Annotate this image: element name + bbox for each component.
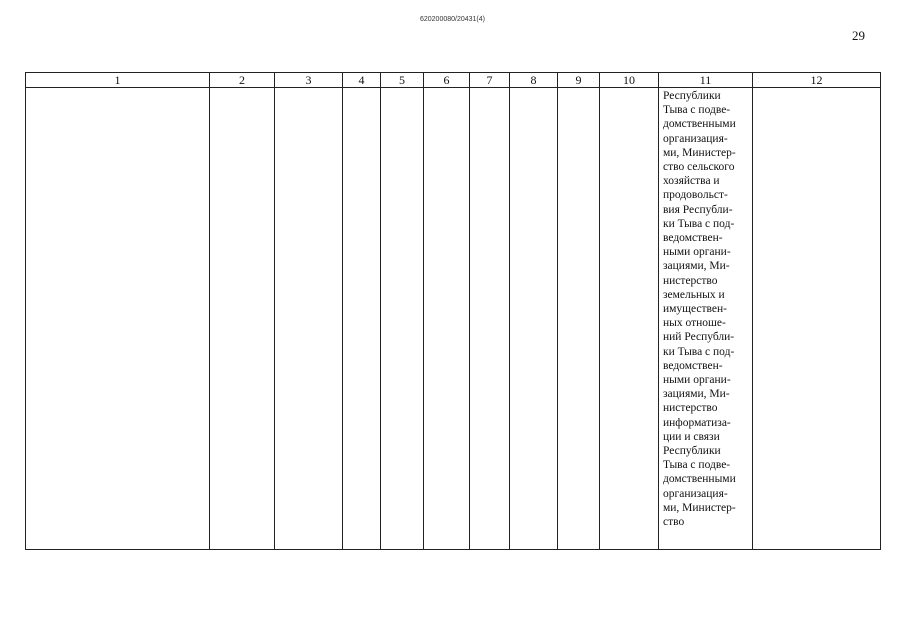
text-line: Тыва с подве-: [663, 104, 731, 117]
text-line: хозяйства и: [663, 175, 720, 188]
table-cell-col-1: [26, 88, 210, 550]
data-table: [25, 72, 881, 550]
text-line: имуществен-: [663, 303, 728, 316]
text-line: ки Тыва с под-: [663, 345, 735, 358]
text-line: Тыва с подве-: [663, 459, 731, 472]
table-cell-col-9: [558, 88, 600, 550]
text-line: ми, Министер-: [663, 501, 736, 514]
table-cell-col-10: [600, 88, 659, 550]
text-line: земельных и: [663, 288, 725, 301]
column-header-3: 3: [275, 73, 343, 88]
text-line: организация-: [663, 132, 728, 145]
text-line: ки Тыва с под-: [663, 217, 735, 230]
table-row: [26, 88, 881, 550]
text-line: информатиза-: [663, 416, 731, 429]
text-line: ции и связи: [663, 430, 720, 443]
text-line: ний Республи-: [663, 331, 735, 344]
responsible-executors-text: [659, 88, 752, 529]
table-cell-col-3: [275, 88, 343, 550]
text-line: ство сельского: [663, 161, 735, 174]
text-line: ство: [663, 516, 685, 529]
document-id: 620200080/20431(4): [419, 16, 485, 23]
table-cell-col-4: [343, 88, 381, 550]
column-header-8: 8: [510, 73, 558, 88]
text-line: Республики: [663, 445, 721, 458]
column-header-1: 1: [26, 73, 210, 88]
text-line: вия Республи-: [663, 203, 733, 216]
text-line: домственными: [663, 473, 736, 486]
text-line: нистерство: [663, 274, 718, 287]
column-header-2: 2: [210, 73, 275, 88]
table-header-row: [26, 73, 881, 88]
column-header-10: 10: [600, 73, 659, 88]
text-line: домственными: [663, 118, 736, 131]
text-line: ведомствен-: [663, 232, 723, 245]
column-header-12: 12: [753, 73, 881, 88]
text-line: организация-: [663, 487, 728, 500]
table-cell-col-6: [424, 88, 470, 550]
text-line: ми, Министер-: [663, 146, 736, 159]
table-cell-col-11: [659, 88, 753, 550]
column-header-11: 11: [659, 73, 753, 88]
text-line: ведомствен-: [663, 359, 723, 372]
column-header-9: 9: [558, 73, 600, 88]
text-line: Республики: [663, 90, 721, 102]
table-cell-col-2: [210, 88, 275, 550]
table-cell-col-12: [753, 88, 881, 550]
text-line: ными органи-: [663, 374, 731, 387]
text-line: нистерство: [663, 402, 718, 415]
column-header-4: 4: [343, 73, 381, 88]
text-line: продовольст-: [663, 189, 728, 202]
text-line: ных отноше-: [663, 317, 726, 330]
column-header-7: 7: [470, 73, 510, 88]
page-number: 29: [852, 28, 865, 43]
text-line: зациями, Ми-: [663, 388, 730, 401]
column-header-5: 5: [381, 73, 424, 88]
table-cell-col-8: [510, 88, 558, 550]
column-header-6: 6: [424, 73, 470, 88]
table-cell-col-5: [381, 88, 424, 550]
text-line: ными органи-: [663, 246, 731, 259]
text-line: зациями, Ми-: [663, 260, 730, 273]
table-cell-col-7: [470, 88, 510, 550]
